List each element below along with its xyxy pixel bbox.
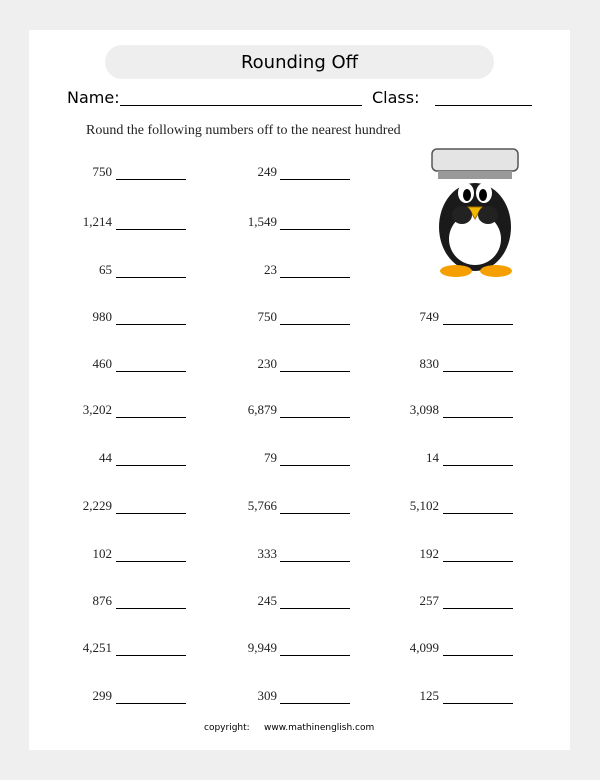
answer-blank[interactable] <box>280 655 350 656</box>
answer-blank[interactable] <box>443 465 513 466</box>
answer-blank[interactable] <box>443 655 513 656</box>
problem-number: 245 <box>257 593 277 608</box>
answer-blank[interactable] <box>280 229 350 230</box>
problem-number: 44 <box>99 450 112 465</box>
problem-number: 4,099 <box>409 640 439 655</box>
answer-blank[interactable] <box>116 371 186 372</box>
answer-blank[interactable] <box>116 324 186 325</box>
answer-blank[interactable] <box>443 324 513 325</box>
problem-number: 1,214 <box>82 214 112 229</box>
answer-blank[interactable] <box>280 371 350 372</box>
answer-blank[interactable] <box>280 703 350 704</box>
problem-number: 102 <box>92 546 112 561</box>
problem-number: 192 <box>419 546 439 561</box>
problem-number: 5,102 <box>409 498 439 513</box>
problem-number: 79 <box>264 450 277 465</box>
answer-blank[interactable] <box>116 608 186 609</box>
name-line[interactable] <box>120 105 362 106</box>
problem-number: 65 <box>99 262 112 277</box>
worksheet-title: Rounding Off <box>105 45 494 79</box>
answer-blank[interactable] <box>280 179 350 180</box>
problem-number: 9,949 <box>247 640 277 655</box>
problem-number: 3,098 <box>409 402 439 417</box>
answer-blank[interactable] <box>443 513 513 514</box>
problem-number: 333 <box>257 546 277 561</box>
answer-blank[interactable] <box>280 561 350 562</box>
problem-number: 980 <box>92 309 112 324</box>
class-line[interactable] <box>435 105 532 106</box>
problem-number: 1,549 <box>247 214 277 229</box>
answer-blank[interactable] <box>116 561 186 562</box>
penguin-icon <box>428 147 524 279</box>
answer-blank[interactable] <box>280 608 350 609</box>
problem-number: 125 <box>419 688 439 703</box>
problem-number: 249 <box>257 164 277 179</box>
answer-blank[interactable] <box>116 277 186 278</box>
problem-number: 4,251 <box>82 640 112 655</box>
answer-blank[interactable] <box>280 324 350 325</box>
problem-number: 6,879 <box>247 402 277 417</box>
problem-number: 14 <box>426 450 439 465</box>
problem-number: 830 <box>419 356 439 371</box>
answer-blank[interactable] <box>443 703 513 704</box>
copyright <box>204 723 374 733</box>
problem-number: 230 <box>257 356 277 371</box>
problem-number: 876 <box>92 593 112 608</box>
class-label: Class: <box>372 88 420 107</box>
copyright-label: copyright: <box>204 723 250 733</box>
answer-blank[interactable] <box>443 608 513 609</box>
problem-number: 3,202 <box>82 402 112 417</box>
answer-blank[interactable] <box>116 229 186 230</box>
answer-blank[interactable] <box>116 655 186 656</box>
problem-number: 460 <box>92 356 112 371</box>
answer-blank[interactable] <box>116 703 186 704</box>
answer-blank[interactable] <box>443 417 513 418</box>
answer-blank[interactable] <box>116 179 186 180</box>
problem-number: 257 <box>419 593 439 608</box>
problem-number: 2,229 <box>82 498 112 513</box>
answer-blank[interactable] <box>280 465 350 466</box>
answer-blank[interactable] <box>443 371 513 372</box>
problem-number: 749 <box>419 309 439 324</box>
answer-blank[interactable] <box>280 277 350 278</box>
problem-number: 750 <box>257 309 277 324</box>
problem-number: 23 <box>264 262 277 277</box>
worksheet <box>29 30 570 750</box>
answer-blank[interactable] <box>443 561 513 562</box>
answer-blank[interactable] <box>280 513 350 514</box>
copyright-site[interactable]: www.mathinenglish.com <box>264 723 375 733</box>
problem-number: 750 <box>92 164 112 179</box>
instructions: Round the following numbers off to the nearest hundred <box>86 123 401 138</box>
problem-number: 5,766 <box>247 498 277 513</box>
problem-number: 309 <box>257 688 277 703</box>
problem-number: 299 <box>92 688 112 703</box>
answer-blank[interactable] <box>280 417 350 418</box>
name-label: Name: <box>67 88 120 107</box>
answer-blank[interactable] <box>116 513 186 514</box>
answer-blank[interactable] <box>116 465 186 466</box>
answer-blank[interactable] <box>116 417 186 418</box>
